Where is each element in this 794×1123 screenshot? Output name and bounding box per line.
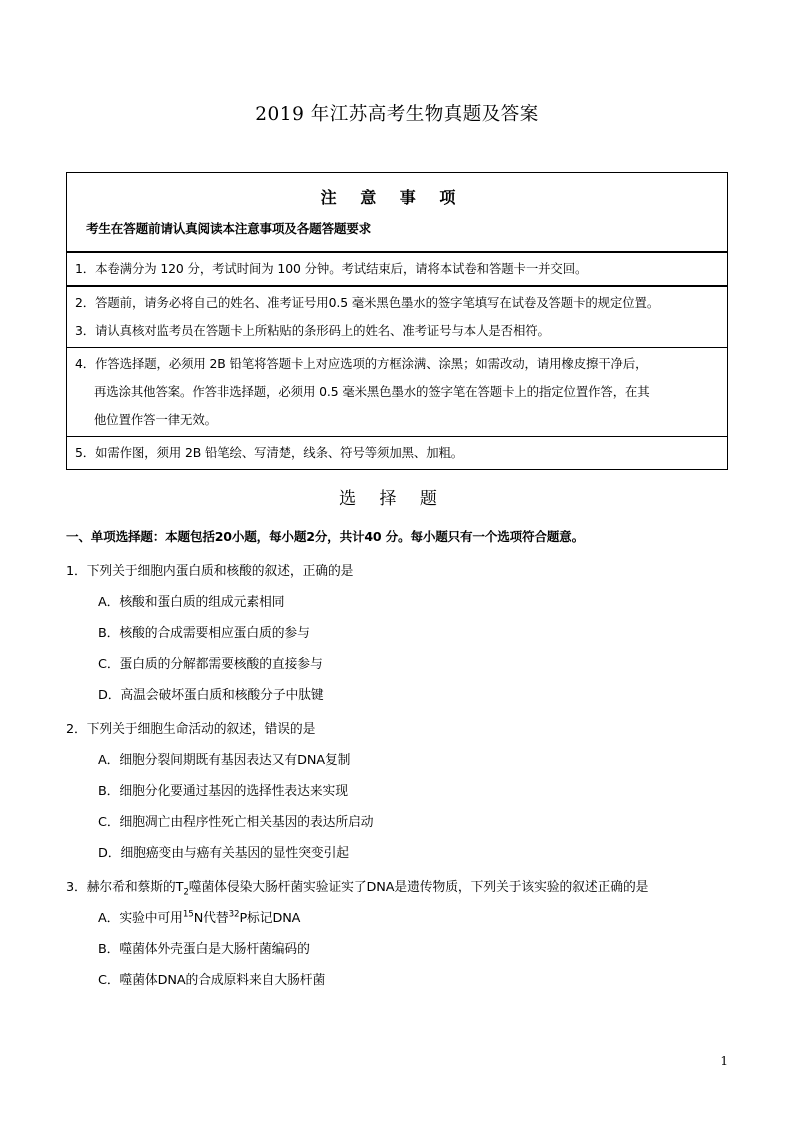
notice-item-4-line-2: 再选涂其他答案。作答非选择题，必须用 0.5 毫米黑色墨水的签字笔在答题卡上的指定位置作答，在其 [94, 384, 650, 399]
notice-item-5-line-1: 5．如需作图，须用 2B 铅笔绘、写清楚，线条、符号等须加黑、加粗。 [75, 445, 464, 460]
question-3-option-b: B．噬菌体外壳蛋白是大肠杆菌编码的 [98, 942, 310, 957]
question-3-option-a-part-1: A．实验中可用 [98, 911, 183, 926]
section-instruction: 一、单项选择题：本题包括20小题，每小题2分，共计40 分。每小题只有一个选项符合题意。 [66, 529, 584, 544]
question-1 [66, 556, 728, 711]
question-1-option-c: C．蛋白质的分解都需要核酸的直接参与 [98, 657, 323, 672]
notice-item-1-line-1: 1．本卷满分为 120 分，考试时间为 100 分钟。考试结束后，请将本试卷和答题卡一并交回。 [75, 261, 588, 276]
notice-item-4-line-1: 4．作答选择题，必须用 2B 铅笔将答题卡上对应选项的方框涂满、涂黑；如需改动，请用橡皮擦干净后， [75, 356, 648, 371]
question-3-stem-part-2: 噬菌体侵染大肠杆菌实验证实了DNA是遗传物质，下列关于该实验的叙述正确的是 [188, 880, 649, 895]
notice-row-4 [67, 437, 728, 470]
notice-item-2-line-1: 2．答题前，请务必将自己的姓名、准考证号用0.5 毫米黑色墨水的签字笔填写在试卷及答题卡的规定位置。 [75, 295, 660, 310]
question-3-option-a [66, 903, 728, 934]
notice-row-2 [67, 286, 728, 348]
page-title: 2019 年江苏高考生物真题及答案 [255, 104, 539, 125]
notice-item-3-line-1: 3．请认真核对监考员在答题卡上所粘贴的条形码上的姓名、准考证号与本人是否相符。 [75, 323, 550, 338]
question-3-option-a-superscript-2: 32 [228, 909, 240, 920]
notice-header-row [67, 173, 728, 253]
section-heading: 选 择 题 [339, 489, 446, 509]
notice-heading: 注 意 事 项 [320, 188, 465, 207]
question-3-option-c: C．噬菌体DNA的合成原料来自大肠杆菌 [98, 973, 326, 988]
question-1-option-b: B．核酸的合成需要相应蛋白质的参与 [98, 626, 310, 641]
question-3-option-a-part-2: N代替 [193, 911, 229, 926]
question-3-stem-subscript: 2 [183, 887, 189, 898]
question-2-option-a: A．细胞分裂间期既有基因表达又有DNA复制 [98, 753, 351, 768]
question-3 [66, 872, 728, 996]
page-number: 1 [720, 1054, 728, 1068]
question-3-stem-part-1: 3．赫尔希和蔡斯的T [66, 880, 184, 895]
notice-subtitle: 考生在答题前请认真阅读本注意事项及各题答题要求 [86, 221, 372, 236]
question-2-option-b: B．细胞分化要通过基因的选择性表达来实现 [98, 784, 348, 799]
question-2-option-c: C．细胞凋亡由程序性死亡相关基因的表达所启动 [98, 815, 374, 830]
question-1-option-a: A．核酸和蛋白质的组成元素相同 [98, 595, 285, 610]
notice-item-4-line-3: 他位置作答一律无效。 [94, 412, 217, 427]
question-1-option-d: D．高温会破坏蛋白质和核酸分子中肽键 [98, 688, 324, 703]
question-3-option-a-part-3: P标记DNA [239, 911, 301, 926]
question-2-option-d: D．细胞癌变由与癌有关基因的显性突变引起 [98, 846, 349, 861]
notice-row-1 [67, 252, 728, 286]
question-2 [66, 714, 728, 869]
notice-row-3 [67, 348, 728, 437]
notice-table [66, 172, 728, 470]
question-1-stem: 1．下列关于细胞内蛋白质和核酸的叙述，正确的是 [66, 564, 354, 579]
question-3-stem [66, 872, 728, 903]
question-3-option-a-superscript-1: 15 [182, 909, 194, 920]
question-2-stem: 2．下列关于细胞生命活动的叙述，错误的是 [66, 722, 316, 737]
